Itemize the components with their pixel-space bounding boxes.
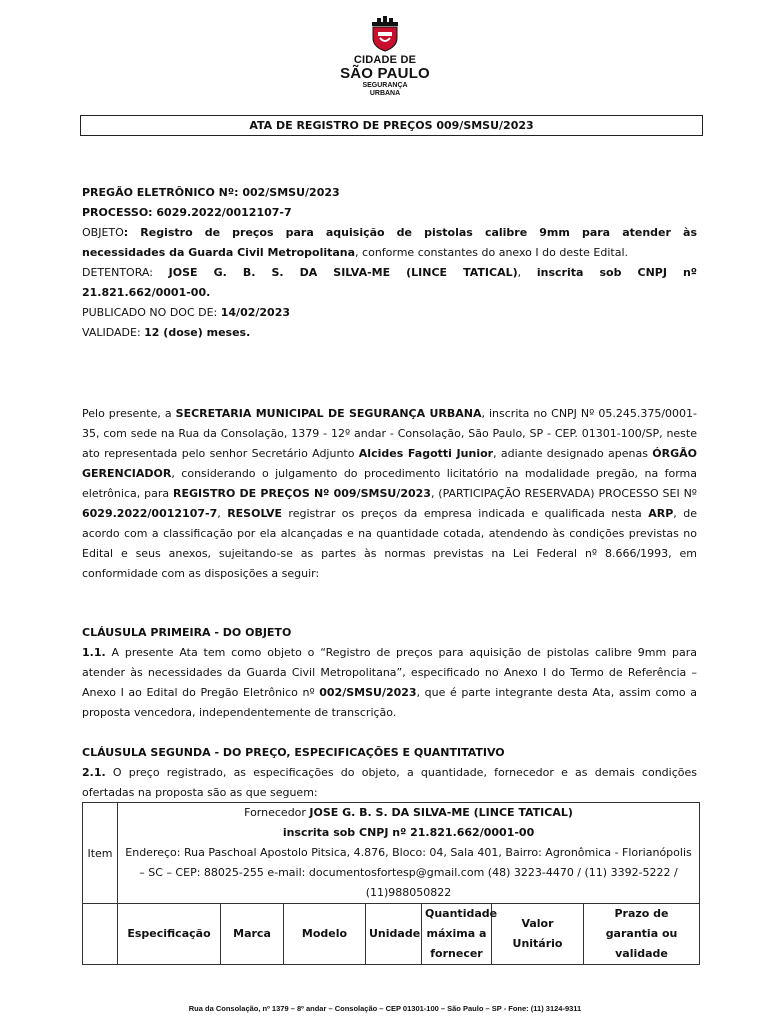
preamble-t3: , adiante designado apenas: [493, 447, 653, 460]
objeto-text-b: necessidades da Guarda Civil Metropolitana: [82, 246, 356, 259]
col-unidade: Unidade: [366, 904, 422, 965]
detentora-cnpj: 21.821.662/0001-00.: [82, 286, 211, 299]
clause-second-text: [82, 763, 697, 803]
clause-second-t1: O preço registrado, as especificações do objeto, a quantidade, fornecedor e as demais condições ofertadas na proposta são as que seguem:: [82, 766, 697, 799]
clause-first-b1: 002/SMSU/2023: [319, 686, 417, 699]
price-table: [82, 802, 700, 965]
clause-first-text: [82, 643, 697, 723]
supplier-row: [83, 803, 700, 904]
logo-text-line2: SÃO PAULO: [340, 65, 430, 82]
detentora-cnpj-label: inscrita sob CNPJ nº: [536, 266, 698, 279]
preamble-t6: ,: [217, 507, 228, 520]
clause-first-t1: A presente Ata tem como objeto o “Registro de preços para aquisição de pistolas calibre 9mm para atender às necessidades da Guarda Civil Metropolitana”, especificado no Anexo I do Termo de Referência – Anexo I ao Edital do Pregão Eletrônico nº: [82, 646, 697, 699]
objeto-label: OBJETO: [82, 226, 124, 239]
supplier-cnpj: inscrita sob CNPJ nº 21.821.662/0001-00: [282, 826, 535, 839]
header-info: [82, 183, 697, 343]
clause-second: [82, 743, 697, 803]
document-title: ATA DE REGISTRO DE PREÇOS 009/SMSU/2023: [80, 115, 703, 136]
preamble-b1: SECRETARIA MUNICIPAL DE SEGURANÇA URBANA: [175, 407, 482, 420]
clause-second-num: 2.1.: [82, 766, 106, 779]
item-header-cell: Item: [83, 803, 118, 904]
detentora-comma: ,: [517, 266, 522, 279]
publicado-date: 14/02/2023: [220, 306, 291, 319]
col-especificacao: Especificação: [118, 904, 221, 965]
preamble-t1: Pelo presente, a: [82, 407, 176, 420]
validade-value: 12 (dose) meses.: [144, 326, 251, 339]
preamble-t8: , de acordo com a classificação por ela alcançadas e na quantidade cotada, atendendo às condições previstas no Edital e seus anexos, sujeitando-se as partes às normas previstas na Lei Federal nº 8.666/1993, em conformidade com as disposições a seguir:: [82, 507, 697, 580]
supplier-cell: [118, 803, 700, 904]
detentora-name: JOSE G. B. S. DA SILVA-ME (LINCE TATICAL): [168, 266, 518, 279]
clause-first: [82, 623, 697, 723]
publicado-label: PUBLICADO NO DOC DE:: [82, 306, 218, 319]
column-header-row: [83, 904, 700, 965]
validade-line: [82, 323, 697, 343]
preamble-t2: , inscrita no CNPJ Nº 05.245.375/0001-35, com sede na Rua da Consolação, 1379 - 12º andar - Consolação, São Paulo, SP - CEP. 01301-100/SP, neste ato representada pelo senhor Secretário Adjunto: [82, 407, 697, 460]
preamble-t7: registrar os preços da empresa indicada e qualificada nesta: [281, 507, 649, 520]
validade-label: VALIDADE:: [82, 326, 141, 339]
clause-second-heading: CLÁUSULA SEGUNDA - DO PREÇO, ESPECIFICAÇÕES E QUANTITATIVO: [82, 746, 505, 759]
processo-line: PROCESSO: 6029.2022/0012107-7: [82, 206, 292, 219]
preamble-b3: ÓRGÃO GERENCIADOR: [82, 447, 698, 480]
objeto-line-2: [82, 243, 697, 263]
supplier-prefix: Fornecedor: [244, 806, 310, 819]
detentora-line: [82, 263, 697, 283]
preamble-t5: , (PARTICIPAÇÃO RESERVADA) PROCESSO SEI Nº: [430, 487, 697, 500]
pregao-line: PREGÃO ELETRÔNICO Nº: 002/SMSU/2023: [82, 186, 340, 199]
objeto-line-1: [82, 223, 697, 243]
col-marca: Marca: [221, 904, 284, 965]
clause-first-heading: CLÁUSULA PRIMEIRA - DO OBJETO: [82, 626, 292, 639]
detentora-label: DETENTORA:: [82, 266, 153, 279]
col-modelo: Modelo: [284, 904, 366, 965]
preamble-paragraph: [82, 404, 697, 584]
col-valor-unitario: Valor Unitário: [492, 904, 584, 965]
page-footer: Rua da Consolação, nº 1379 – 8º andar – Consolação – CEP 01301-100 – São Paulo – SP - Fone: (11) 3124-9311: [188, 1004, 582, 1013]
logo-text-line1: CIDADE DE: [353, 54, 417, 66]
clause-first-num: 1.1.: [82, 646, 106, 659]
logo-text-line4: URBANA: [369, 90, 401, 97]
preamble-b6: RESOLVE: [227, 507, 282, 520]
logo-text-line3: SEGURANÇA: [362, 82, 408, 89]
col-prazo-garantia: Prazo de garantia ou validade: [584, 904, 700, 965]
col-quantidade: Quantidade máxima a fornecer: [422, 904, 492, 965]
supplier-name: JOSE G. B. S. DA SILVA-ME (LINCE TATICAL): [309, 806, 573, 819]
city-logo: [335, 14, 435, 98]
coat-of-arms-icon: [369, 14, 401, 52]
clause-first-t2: , que é parte integrante desta Ata, assim como a proposta vencedora, independentemente de transcrição.: [82, 686, 697, 719]
objeto-text-a: : Registro de preços para aquisição de pistolas calibre 9mm para atender às: [123, 226, 697, 239]
preamble-b2: Alcides Fagotti Junior: [358, 447, 494, 460]
objeto-text-rest: , conforme constantes do anexo I do deste Edital.: [355, 246, 629, 259]
preamble-b7: ARP: [648, 507, 674, 520]
publicado-line: [82, 303, 697, 323]
preamble-t4: , considerando o julgamento do procedimento licitatório na modalidade pregão, na forma eletrônica, para: [82, 467, 697, 500]
empty-item-cell: [83, 904, 118, 965]
supplier-address: Endereço: Rua Paschoal Apostolo Pitsica, 4.876, Bloco: 04, Sala 401, Bairro: Agronômica - Florianópolis – SC – CEP: 88025-255 e-mail: documentosfortesp@gmail.com (48) 3223-4470 / (11) 3392-5222 / (11)988050822: [125, 846, 692, 899]
preamble-b4: REGISTRO DE PREÇOS Nº 009/SMSU/2023: [172, 487, 431, 500]
preamble-text: [82, 404, 697, 584]
preamble-b5: 6029.2022/0012107-7: [82, 507, 218, 520]
